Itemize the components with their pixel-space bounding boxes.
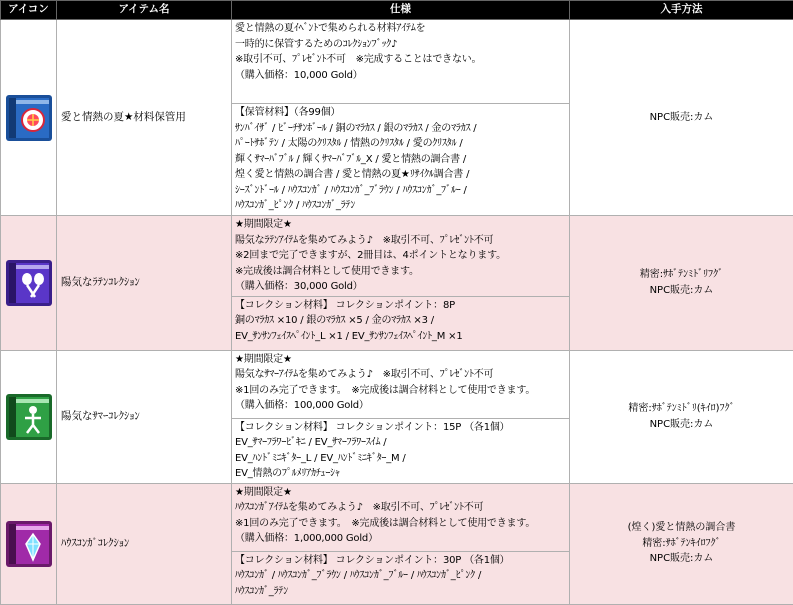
limited-label: ★期間限定★ [235,352,566,368]
icon-cell [1,216,57,351]
header-item-name: アイテム名 [57,1,232,20]
table-row [1,20,793,104]
book-icon-crystal [5,520,53,568]
materials-line: 銅のﾏﾗｶｽ ×10 / 銀のﾏﾗｶｽ ×5 / 金のﾏﾗｶｽ ×3 / [235,313,566,329]
table-row [1,483,793,551]
acquisition-method [570,483,793,604]
desc-line: ※2回まで完了できますが、2冊目は、4ポイントとなります。 [235,248,566,264]
item-materials [232,104,570,216]
materials-line: ｼｰｽﾞﾝﾄﾞｰﾙ / ﾊｳｽｺﾝｶﾞ / ﾊｳｽｺﾝｶﾞ_ﾌﾞﾗｳﾝ / ﾊｳｽｺﾝｶﾞ_ﾌﾞﾙｰ / [235,183,566,199]
price-line: （購入価格：1,000,000 Gold） [235,531,566,547]
materials-line: ﾊﾟｰﾄｻﾎﾞﾃﾝ / 太陽のｸﾘｽﾀﾙ / 情熱のｸﾘｽﾀﾙ / 愛のｸﾘｽﾀﾙ / [235,136,566,152]
materials-line: ﾊｳｽｺﾝｶﾞ_ﾗﾃﾝ [235,584,566,600]
desc-line: 愛と情熱の夏ｲﾍﾞﾝﾄで集められる材料ｱｲﾃﾑを [235,21,566,37]
materials-line: 【コレクション材料】 コレクションポイント：15P （各1個） [235,420,566,436]
header-method: 入手方法 [570,1,793,20]
method-line: NPC販売:カム [572,551,791,567]
materials-line: ｻﾝﾊﾞｲｻﾞ / ﾋﾞｰﾁｻﾝﾎﾞｰﾙ / 銅のﾏﾗｶｽ / 銀のﾏﾗｶｽ / 金のﾏﾗｶｽ / [235,121,566,137]
desc-line: ※1回のみ完了できます。 ※完成後は調合材料として使用できます。 [235,516,566,532]
table-row [1,350,793,418]
item-materials [232,551,570,604]
icon-cell [1,350,57,483]
desc-line: ※完成後は調合材料として使用できます。 [235,264,566,280]
method-line: NPC販売:カム [572,417,791,433]
materials-line: 【保管材料】（各99個） [235,105,566,121]
method-line: (煌く)愛と情熱の調合書 [572,520,791,536]
desc-line: 陽気なｻﾏｰｱｲﾃﾑを集めてみよう♪ ※取引不可、ﾌﾟﾚｾﾞﾝﾄ不可 [235,367,566,383]
method-line: NPC販売:カム [572,110,791,126]
materials-line: EV_ｻﾝｻﾝﾌｪｲｽﾍﾟｲﾝﾄ_L ×1 / EV_ｻﾝｻﾝﾌｪｲｽﾍﾟｲﾝﾄ_M ×1 [235,329,566,345]
desc-line: ※取引不可、ﾌﾟﾚｾﾞﾝﾄ不可 ※完成することはできない。 [235,52,566,68]
item-description [232,216,570,297]
materials-line: 【コレクション材料】 コレクションポイント：8P [235,298,566,314]
item-materials [232,418,570,483]
materials-line: EV_情熱のﾌﾟﾙﾒﾘｱｶﾁｭｰｼｬ [235,466,566,482]
desc-line: ※1回のみ完了できます。 ※完成後は調合材料として使用できます。 [235,383,566,399]
item-materials [232,296,570,350]
icon-cell [1,483,57,604]
desc-line: 一時的に保管するためのｺﾚｸｼｮﾝﾌﾞｯｸ♪ [235,37,566,53]
desc-line: ﾊｳｽｺﾝｶﾞｱｲﾃﾑを集めてみよう♪ ※取引不可、ﾌﾟﾚｾﾞﾝﾄ不可 [235,500,566,516]
item-name: ﾊｳｽｺﾝｶﾞｺﾚｸｼｮﾝ [57,483,232,604]
item-name: 愛と情熱の夏★材料保管用 [57,20,232,216]
method-line: 精密:ｻﾎﾞﾃﾝｷｲﾛﾌｸﾞ [572,536,791,552]
method-line: 精密:ｻﾎﾞﾃﾝﾐﾄﾞﾘ(ｷｲﾛ)ﾌｸﾞ [572,401,791,417]
price-line: （購入価格：30,000 Gold） [235,279,566,295]
method-line: NPC販売:カム [572,283,791,299]
acquisition-method [570,350,793,483]
materials-line: ﾊｳｽｺﾝｶﾞ_ﾋﾟﾝｸ / ﾊｳｽｺﾝｶﾞ_ﾗﾃﾝ [235,198,566,214]
item-description [232,20,570,104]
limited-label: ★期間限定★ [235,217,566,233]
acquisition-method [570,216,793,351]
header-icon: アイコン [1,1,57,20]
header-spec: 仕様 [232,1,570,20]
item-name: 陽気なﾗﾃﾝｺﾚｸｼｮﾝ [57,216,232,351]
book-icon-figure [5,393,53,441]
acquisition-method [570,20,793,216]
materials-line: 【コレクション材料】 コレクションポイント：30P （各1個） [235,553,566,569]
icon-cell [1,20,57,216]
price-line: （購入価格：10,000 Gold） [235,68,566,84]
materials-line: ﾊｳｽｺﾝｶﾞ / ﾊｳｽｺﾝｶﾞ_ﾌﾞﾗｳﾝ / ﾊｳｽｺﾝｶﾞ_ﾌﾞﾙｰ / ﾊｳｽｺﾝｶﾞ_ﾋﾟﾝｸ / [235,568,566,584]
desc-line: 陽気なﾗﾃﾝｱｲﾃﾑを集めてみよう♪ ※取引不可、ﾌﾟﾚｾﾞﾝﾄ不可 [235,233,566,249]
materials-line: 煌く愛と情熱の調合書 / 愛と情熱の夏★ﾘｻｲｸﾙ調合書 / [235,167,566,183]
price-line: （購入価格：100,000 Gold） [235,398,566,414]
materials-line: EV_ﾊﾝﾄﾞﾐﾆｷﾞﾀｰ_L / EV_ﾊﾝﾄﾞﾐﾆｷﾞﾀｰ_M / [235,451,566,467]
method-line: 精密:ｻﾎﾞﾃﾝﾐﾄﾞﾘﾌｸﾞ [572,267,791,283]
limited-label: ★期間限定★ [235,485,566,501]
materials-line: EV_ｻﾏｰﾌﾗﾜｰﾋﾞｷﾆ / EV_ｻﾏｰﾌﾗﾜｰｽｲﾑ / [235,435,566,451]
book-icon-maracas [5,259,53,307]
book-icon-blue-emblem [5,94,53,142]
item-name: 陽気なｻﾏｰｺﾚｸｼｮﾝ [57,350,232,483]
item-description [232,350,570,418]
table-header [1,1,793,20]
materials-line: 輝くｻﾏｰﾊﾞﾌﾞﾙ / 輝くｻﾏｰﾊﾞﾌﾞﾙ_X / 愛と情熱の調合書 / [235,152,566,168]
item-description [232,483,570,551]
table-row [1,216,793,297]
